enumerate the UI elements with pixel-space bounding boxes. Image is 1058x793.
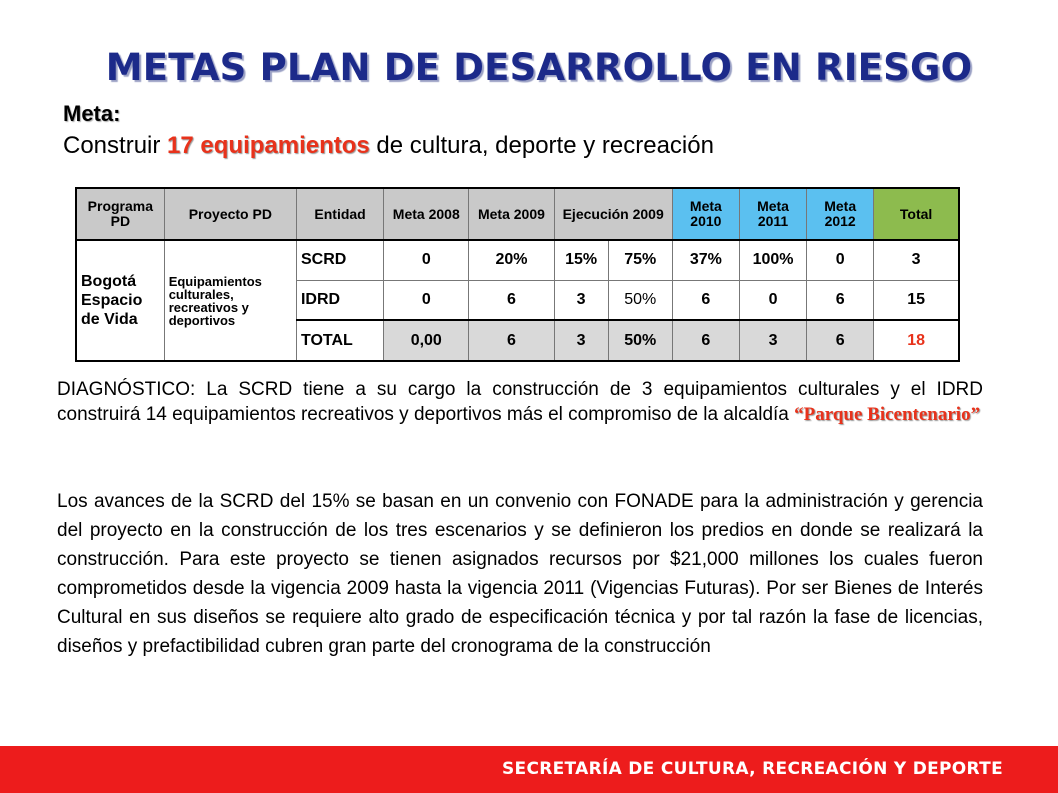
meta-label: Meta: <box>63 101 121 126</box>
meta-2011-cell: 3 <box>739 320 806 361</box>
footer-text: SECRETARÍA DE CULTURA, RECREACIÓN Y DEPORTE <box>502 759 1003 779</box>
programa-cell: Bogotá Espacio de Vida <box>76 240 164 361</box>
header-total: Total <box>874 188 959 240</box>
meta-2008-cell: 0 <box>384 240 469 280</box>
page-title: METAS PLAN DE DESARROLLO EN RIESGO <box>105 46 973 89</box>
header-meta-2010: Meta 2010 <box>672 188 739 240</box>
total-cell: 15 <box>874 280 959 320</box>
table-header-row <box>76 188 959 240</box>
meta-2011-cell: 100% <box>739 240 806 280</box>
table-row <box>76 240 959 280</box>
entidad-cell: TOTAL <box>296 320 383 361</box>
ejecucion-b-cell: 50% <box>608 280 672 320</box>
diagnostico-text: DIAGNÓSTICO: La SCRD tiene a su cargo la construcción de 3 equipamientos culturales y el IDRD construirá 14 equipamientos recreativos y deportivos más el compromiso de la alcaldía <box>57 379 983 425</box>
meta-2012-cell: 6 <box>807 320 874 361</box>
meta-statement <box>63 132 714 160</box>
meta-2009-cell: 20% <box>469 240 554 280</box>
meta-2008-cell: 0 <box>384 280 469 320</box>
ejecucion-a-cell: 15% <box>554 240 608 280</box>
ejecucion-a-cell: 3 <box>554 320 608 361</box>
meta-suffix: de cultura, deporte y recreación <box>369 132 714 159</box>
meta-2009-cell: 6 <box>469 320 554 361</box>
entidad-cell: SCRD <box>296 240 383 280</box>
meta-prefix: Construir <box>63 132 168 159</box>
header-entidad: Entidad <box>296 188 383 240</box>
ejecucion-a-cell: 3 <box>554 280 608 320</box>
total-cell: 18 <box>874 320 959 361</box>
meta-2012-cell: 6 <box>807 280 874 320</box>
header-meta-2008: Meta 2008 <box>384 188 469 240</box>
diagnostico-paragraph <box>57 377 983 427</box>
meta-2009-cell: 6 <box>469 280 554 320</box>
ejecucion-b-cell: 50% <box>608 320 672 361</box>
header-meta-2009: Meta 2009 <box>469 188 554 240</box>
meta-2011-cell: 0 <box>739 280 806 320</box>
meta-2010-cell: 6 <box>672 280 739 320</box>
meta-2010-cell: 37% <box>672 240 739 280</box>
avances-paragraph: Los avances de la SCRD del 15% se basan en un convenio con FONADE para la administración y gerencia del proyecto en la construcción de los tres escenarios y se definieron los predios en donde se realizará la construcción. Para este proyecto se tienen asignados recursos por $21,000 millones los cuales fueron comprometidos desde la vigencia 2009 hasta la vigencia 2011 (Vigencias Futuras). Por ser Bienes de Interés Cultural en sus diseños se requiere alto grado de especificación técnica y por tal razón la fase de licencias, diseños y prefactibilidad cubren gran parte del cronograma de la construcción <box>57 491 983 657</box>
entidad-cell: IDRD <box>296 280 383 320</box>
diagnostico-highlight: “Parque Bicentenario” <box>794 404 981 425</box>
header-programa: Programa PD <box>76 188 164 240</box>
meta-2008-cell: 0,00 <box>384 320 469 361</box>
header-meta-2012: Meta 2012 <box>807 188 874 240</box>
meta-2012-cell: 0 <box>807 240 874 280</box>
footer-bar <box>0 746 1058 793</box>
header-proyecto: Proyecto PD <box>164 188 296 240</box>
total-cell: 3 <box>874 240 959 280</box>
metas-table <box>75 187 960 362</box>
header-ejecucion-2009: Ejecución 2009 <box>554 188 672 240</box>
header-meta-2011: Meta 2011 <box>739 188 806 240</box>
meta-highlight: 17 equipamientos <box>167 132 370 159</box>
ejecucion-b-cell: 75% <box>608 240 672 280</box>
proyecto-cell: Equipamientos culturales, recreativos y deportivos <box>164 240 296 361</box>
meta-2010-cell: 6 <box>672 320 739 361</box>
